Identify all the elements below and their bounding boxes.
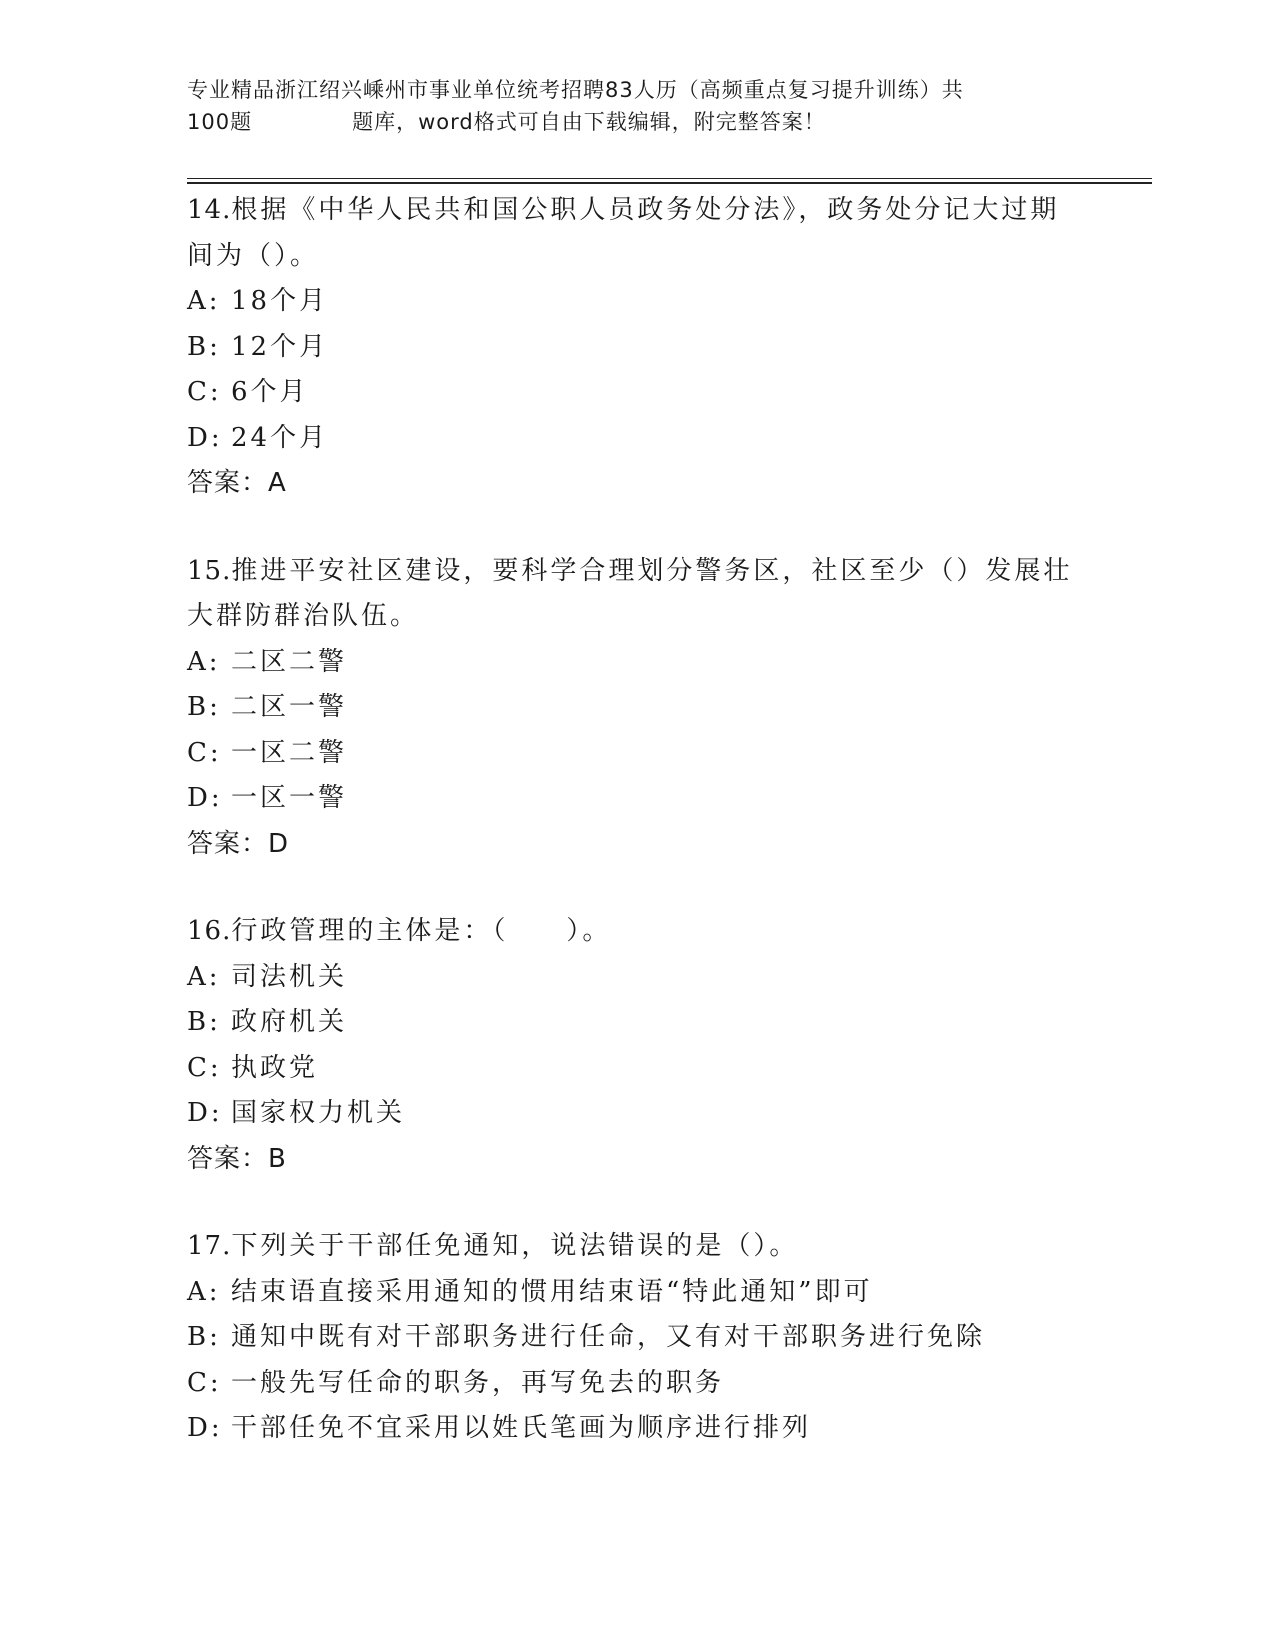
option-c — [187, 1361, 1087, 1407]
header-title-line1: 专业精品浙江绍兴嵊州市事业单位统考招聘83人历（高频重点复习提升训练）共 — [187, 78, 964, 102]
question-15 — [187, 549, 1087, 868]
question-text: 行政管理的主体是：（ ）。 — [231, 916, 612, 946]
question-text: 下列关于干部任免通知，说法错误的是（）。 — [231, 1231, 799, 1261]
option-text: 二区一警 — [231, 692, 348, 722]
question-17 — [187, 1224, 1087, 1452]
option-text: 国家权力机关 — [231, 1098, 406, 1128]
option-key: A: — [187, 961, 221, 992]
option-text: 一般先写任命的职务，再写免去的职务 — [231, 1367, 725, 1398]
option-c — [187, 731, 1087, 777]
option-key: A: — [187, 286, 221, 316]
option-text: 司法机关 — [231, 961, 348, 992]
option-d — [187, 1091, 1087, 1137]
answer-line: 答案：D — [187, 828, 290, 859]
question-16 — [187, 909, 1087, 1182]
answer-line: 答案：B — [187, 1143, 287, 1174]
option-text: 18个月 — [231, 286, 329, 316]
option-key: A: — [187, 1276, 221, 1307]
option-key: D: — [187, 1413, 223, 1443]
option-text: 通知中既有对干部职务进行任命，又有对干部职务进行免除 — [231, 1322, 986, 1352]
option-a — [187, 279, 1087, 325]
option-b — [187, 325, 1087, 371]
option-c — [187, 370, 1087, 416]
option-b — [187, 1000, 1087, 1046]
option-key: C: — [187, 1052, 222, 1083]
option-a — [187, 640, 1087, 686]
header-divider-thick — [187, 182, 1152, 184]
header-count: 100题 — [187, 110, 253, 134]
option-text: 24个月 — [231, 422, 329, 453]
option-key: B: — [187, 1007, 221, 1037]
option-text: 一区二警 — [231, 737, 348, 768]
option-key: D: — [187, 783, 223, 813]
option-text: 一区一警 — [231, 783, 348, 813]
option-key: D: — [187, 1098, 223, 1128]
option-c — [187, 1046, 1087, 1092]
option-text: 执政党 — [231, 1052, 319, 1083]
option-key: B: — [187, 692, 221, 722]
question-stem — [187, 549, 1087, 640]
answer-line: 答案：A — [187, 468, 287, 498]
option-key: C: — [187, 737, 222, 768]
header-description: 题库，word格式可自由下载编辑，附完整答案！ — [352, 110, 826, 134]
option-key: D: — [187, 422, 223, 453]
option-d — [187, 416, 1087, 462]
option-key: C: — [187, 1367, 222, 1398]
question-text: 推进平安社区建设，要科学合理划分警务区，社区至少（）发展壮大群防群治队伍。 — [187, 555, 1073, 631]
question-number: 14. — [187, 195, 232, 225]
question-list — [187, 188, 1087, 1494]
option-b — [187, 685, 1087, 731]
option-text: 结束语直接采用通知的惯用结束语“特此通知”即可 — [231, 1276, 873, 1307]
header-divider-thin — [187, 178, 1152, 179]
question-stem — [187, 1224, 1087, 1270]
document-header — [187, 74, 1087, 138]
question-number: 17. — [187, 1231, 232, 1261]
question-number: 16. — [187, 916, 232, 946]
option-key: B: — [187, 331, 221, 362]
option-text: 政府机关 — [231, 1007, 348, 1037]
question-stem — [187, 188, 1087, 279]
question-text: 根据《中华人民共和国公职人员政务处分法》，政务处分记大过期间为（）。 — [187, 195, 1060, 271]
option-text: 12个月 — [231, 331, 329, 362]
option-text: 6个月 — [231, 377, 309, 407]
question-number: 15. — [187, 555, 232, 586]
option-a — [187, 955, 1087, 1001]
option-text: 二区二警 — [231, 646, 348, 677]
option-b — [187, 1315, 1087, 1361]
option-d — [187, 776, 1087, 822]
option-key: B: — [187, 1322, 221, 1352]
option-text: 干部任免不宜采用以姓氏笔画为顺序进行排列 — [231, 1413, 812, 1443]
header-title-line2 — [187, 106, 1087, 138]
option-key: C: — [187, 377, 222, 407]
option-key: A: — [187, 646, 221, 677]
option-a — [187, 1270, 1087, 1316]
option-d — [187, 1406, 1087, 1452]
question-stem — [187, 909, 1087, 955]
question-14 — [187, 188, 1087, 507]
